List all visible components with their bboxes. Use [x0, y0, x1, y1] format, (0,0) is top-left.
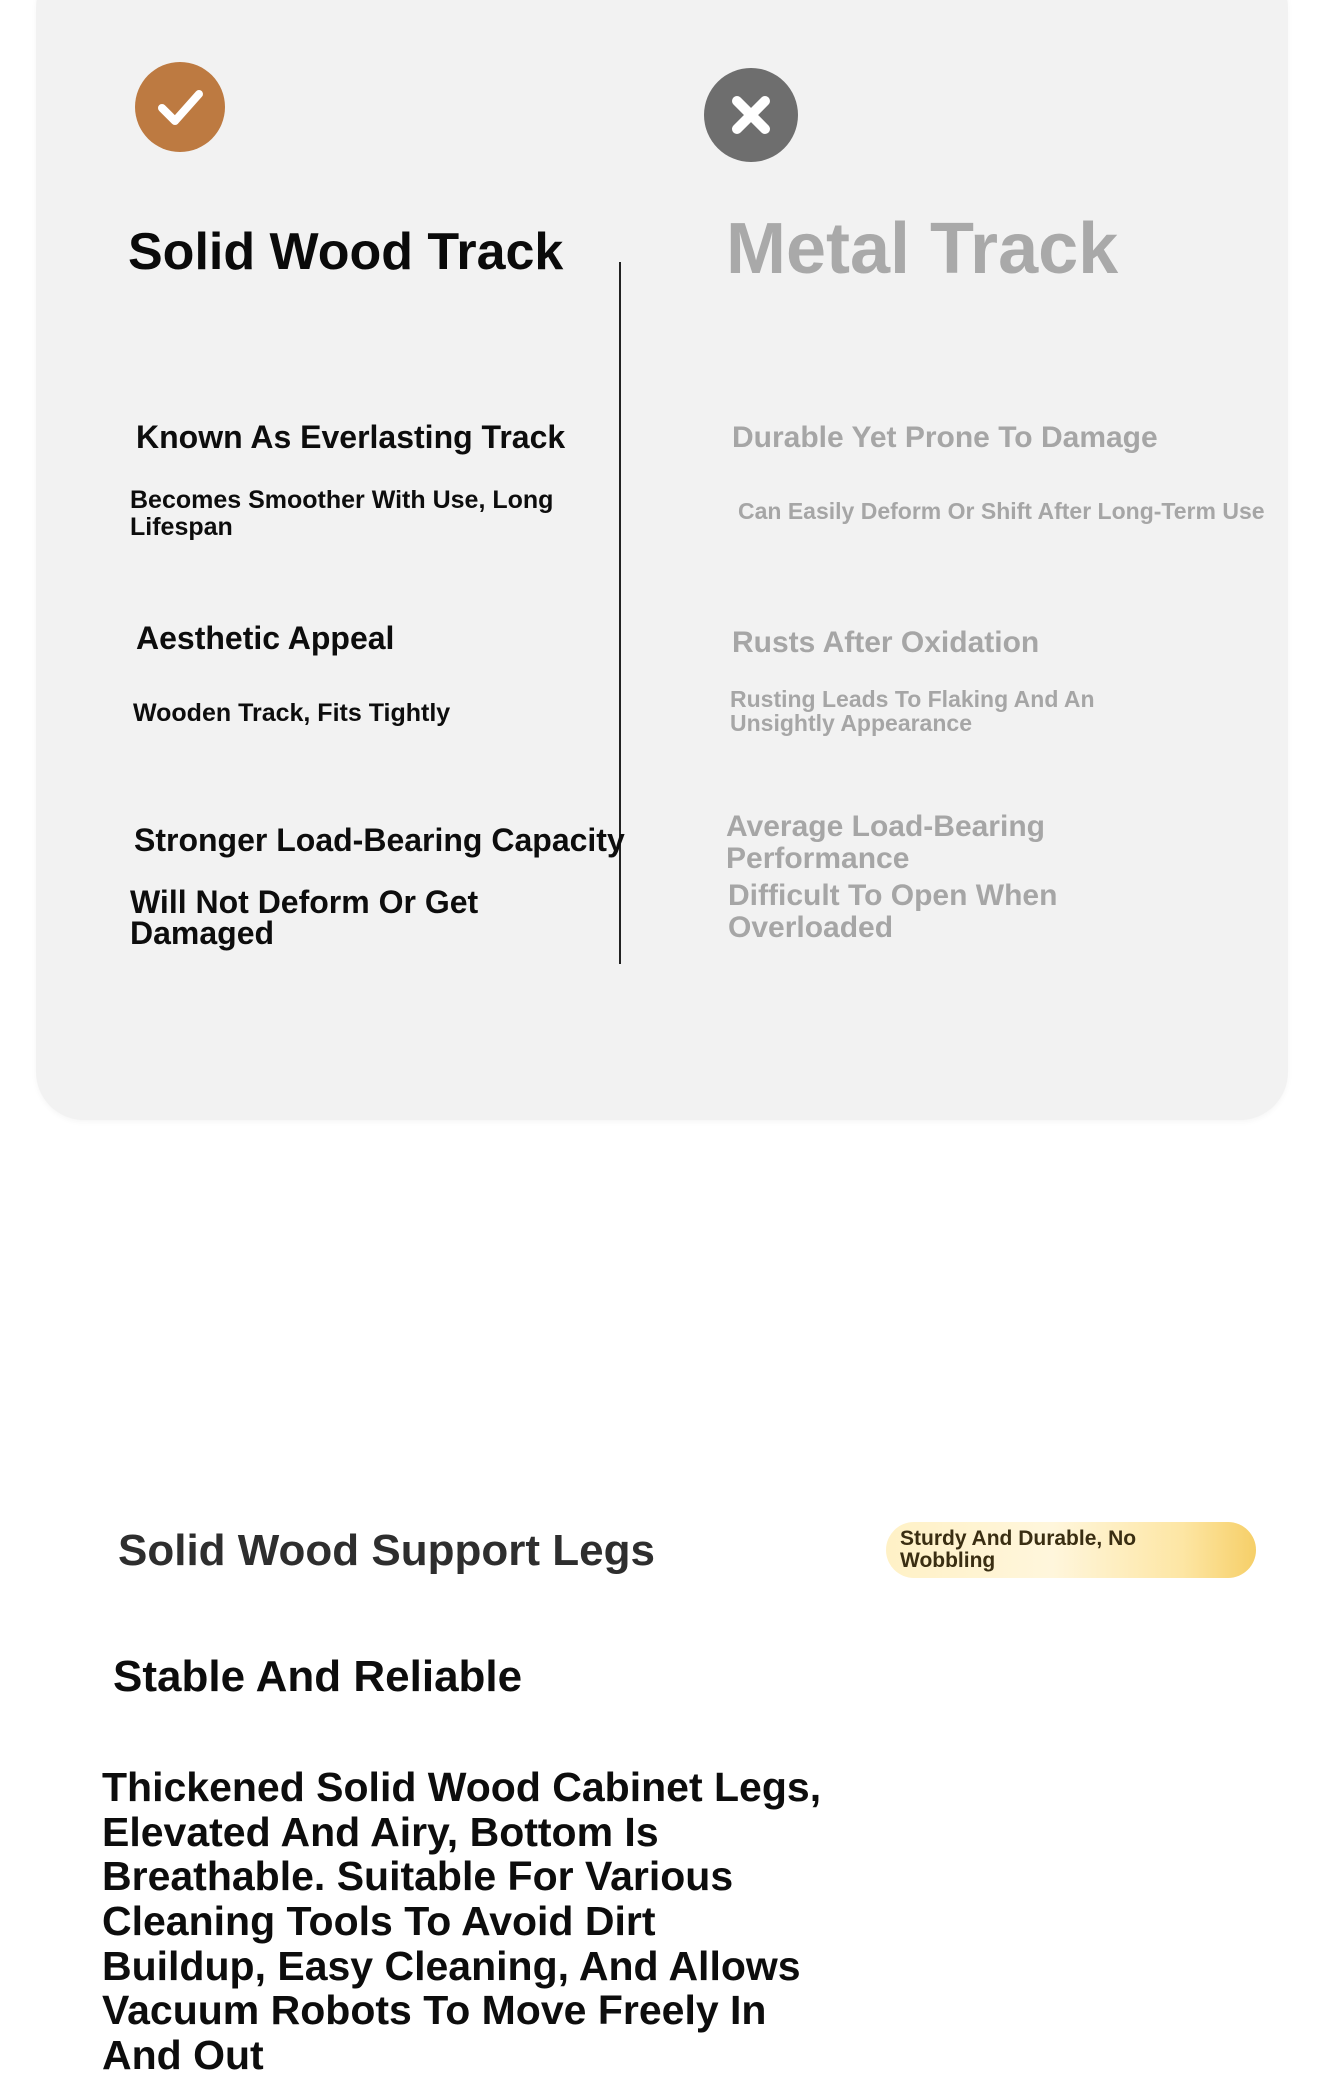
check-icon: [135, 62, 225, 152]
durability-badge: [886, 1522, 1256, 1578]
metal-feature-heading: Average Load-Bearing Performance: [726, 810, 1045, 875]
metal-feature-detail: Difficult To Open When Overloaded: [728, 879, 1058, 944]
support-legs-description: Thickened Solid Wood Cabinet Legs, Elevated And Airy, Bottom Is Breathable. Suitable For Various Cleaning Tools To Avoid Dirt Buildup, Easy Cleaning, And Allows Vacuum Robots To Move Freely In And Out: [102, 1764, 822, 2078]
wood-feature-detail: Becomes Smoother With Use, Long Lifespan: [130, 486, 554, 541]
metal-track-title: Metal Track: [726, 209, 1119, 289]
wood-feature-heading: Aesthetic Appeal: [136, 620, 395, 656]
durability-badge-label: Sturdy And Durable, No Wobbling: [900, 1527, 1137, 1573]
metal-feature-heading: Rusts After Oxidation: [732, 626, 1040, 659]
metal-feature-detail: Rusting Leads To Flaking And An Unsightly Appearance: [730, 686, 1095, 737]
support-legs-title: Solid Wood Support Legs: [118, 1526, 655, 1575]
comparison-card: [36, 0, 1288, 1120]
wood-feature-detail: Wooden Track, Fits Tightly: [133, 699, 451, 727]
solid-wood-track-title: Solid Wood Track: [128, 223, 564, 281]
metal-feature-heading: Durable Yet Prone To Damage: [732, 421, 1158, 454]
support-legs-subtitle: Stable And Reliable: [113, 1652, 523, 1701]
wood-feature-heading: Stronger Load-Bearing Capacity: [134, 822, 625, 858]
wood-feature-heading: Known As Everlasting Track: [136, 419, 566, 455]
metal-feature-detail: Can Easily Deform Or Shift After Long-Term Use: [738, 498, 1265, 524]
wood-feature-detail: Will Not Deform Or Get Damaged: [130, 884, 479, 952]
close-icon: [704, 68, 798, 162]
column-divider: [619, 262, 621, 964]
